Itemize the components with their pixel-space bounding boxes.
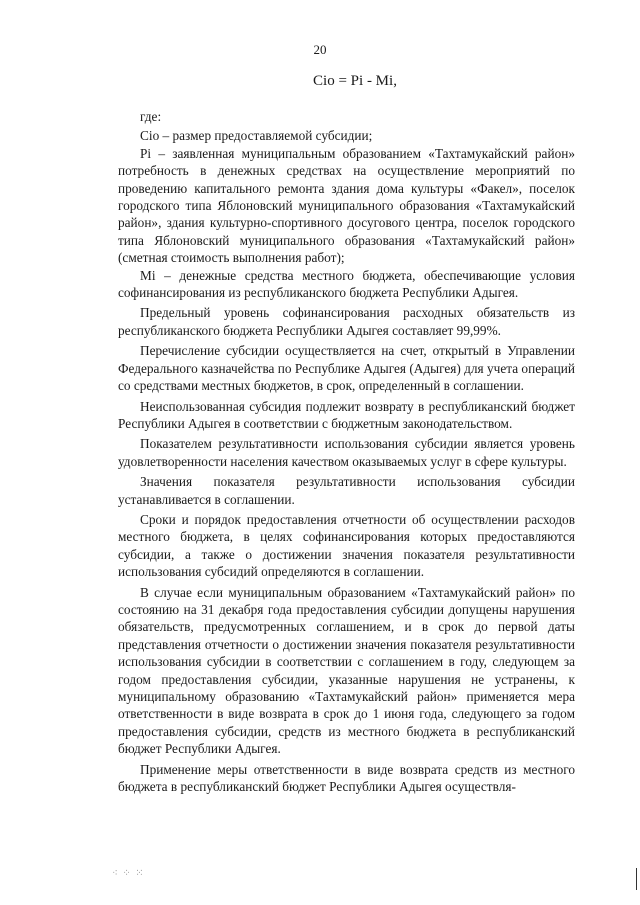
paragraph-cofinancing-level: Предельный уровень софинансирования расходных обязательств из республиканского бюджета Республики Адыгея составляет 99,99%. <box>118 305 575 338</box>
paragraph-unused-subsidy: Неиспользованная субсидия подлежит возврату в республиканский бюджет Республики Адыгея в соответствии с бюджетным законодательством. <box>118 398 575 431</box>
paragraph-indicator-values: Значения показателя результативности использования субсидии устанавливается в соглашении. <box>118 474 575 507</box>
paragraph-reporting: Сроки и порядок предоставления отчетности об осуществлении расходов местного бюджета, в целях софинансирования которых предоставляются субсидии, а также о достижении значения показателя результативности использования субсидий определяются в соглашении. <box>118 511 575 580</box>
paragraph-indicator: Показателем результативности использования субсидии является уровень удовлетворенности населения качеством оказываемых услуг в сфере культуры. <box>118 436 575 469</box>
subsidy-formula: Cio = Pi - Mi, <box>313 73 397 89</box>
scan-edge-mark <box>636 868 637 890</box>
paragraph-transfer: Перечисление субсидии осуществляется на счет, открытый в Управлении Федерального казначейства по Республике Адыгея (Адыгея) для учета операций со средствами местных бюджетов, в срок, определенный в соглашении. <box>118 343 575 394</box>
paragraph-responsibility: Применение меры ответственности в виде возврата средств из местного бюджета в республиканский бюджет Республики Адыгея осуществля- <box>118 761 575 795</box>
paragraph-mi-definition: Mi – денежные средства местного бюджета, обеспечивающие условия софинансирования из республиканского бюджета Республики Адыгея. <box>118 267 575 301</box>
document-body <box>118 108 575 795</box>
scan-artifact: ⁖ ⁘ ⁙ <box>112 868 145 879</box>
paragraph-intro: где: <box>140 109 162 124</box>
page-number: 20 <box>313 42 327 57</box>
paragraph-violation: В случае если муниципальным образованием «Тахтамукайский район» по состоянию на 31 декабря года предоставления субсидии допущены нарушения обязательств, предусмотренных соглашением, и в срок до первой даты представления отчетности о достижении значения показателя результативности использования субсидии в соответствии с соглашением в году, следующем за годом предоставления субсидии, указанные нарушения не устранены, к муниципальному образованию «Тахтамукайский район» применяется мера ответственности в виде возврата в срок до 1 июня года, следующего за годом предоставления субсидии, средств из местного бюджета в республиканский бюджет Республики Адыгея. <box>118 584 575 757</box>
paragraph-pi-definition: Pi – заявленная муниципальным образованием «Тахтамукайский район» потребность в денежных средствах на осуществление мероприятий по проведению капитального ремонта здания дома культуры «Факел», поселок городского типа Яблоновский муниципального образования «Тахтамукайский район», здания культурно-спортивного досугового центра, поселок городского типа Яблоновский муниципального образования «Тахтамукайский район» (сметная стоимость выполнения работ); <box>118 145 575 266</box>
paragraph-cio-definition: Cio – размер предоставляемой субсидии; <box>140 128 373 144</box>
